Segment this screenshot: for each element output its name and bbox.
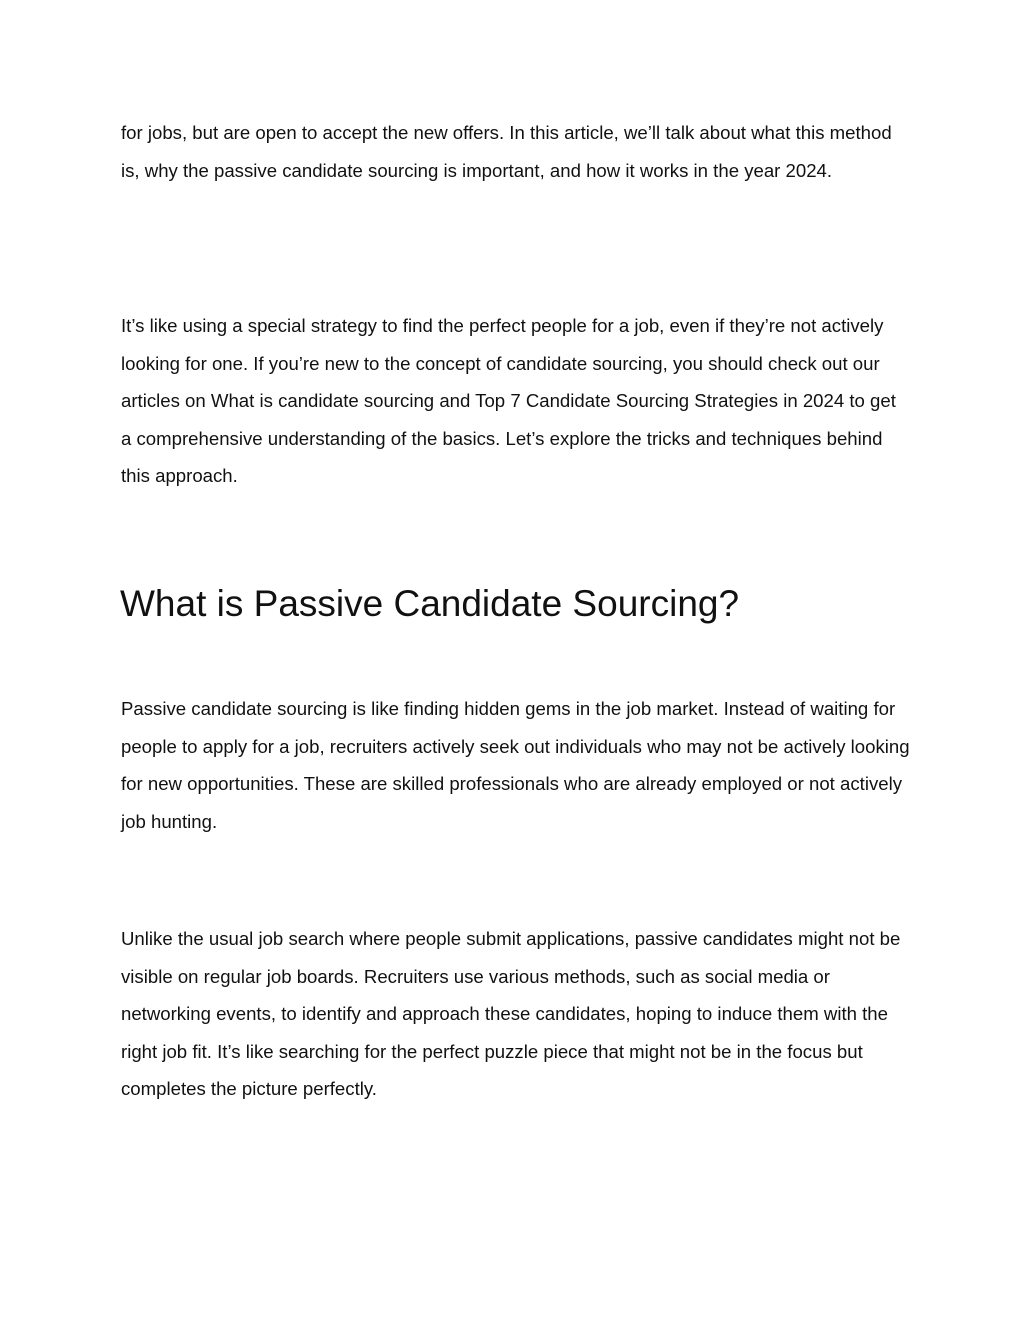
comparison-paragraph: Unlike the usual job search where people submit applications, passive candidates might not be visible on regular job boards. Recruiters use various methods, such as social media or networking events, to identify and approach these candidates, hoping to induce them with the right job fit. It’s like searching for the perfect puzzle piece that might not be in the focus but completes the picture perfectly. — [121, 928, 901, 1100]
section-heading: What is Passive Candidate Sourcing? — [120, 583, 740, 624]
definition-paragraph: Passive candidate sourcing is like finding hidden gems in the job market. Instead of waiting for people to apply for a job, recruiters actively seek out individuals who may not be actively looking for new opportunities. These are skilled professionals who are already employed or not actively job hunting. — [121, 698, 910, 832]
strategy-paragraph: It’s like using a special strategy to find the perfect people for a job, even if they’re not actively looking for one. If you’re new to the concept of candidate sourcing, you should check out our articles on What is candidate sourcing and Top 7 Candidate Sourcing Strategies in 2024 to get a comprehensive understanding of the basics. Let’s explore the tricks and techniques behind this approach. — [121, 315, 896, 487]
intro-paragraph: for jobs, but are open to accept the new offers. In this article, we’ll talk about what this method is, why the passive candidate sourcing is important, and how it works in the year 2024. — [121, 122, 892, 181]
